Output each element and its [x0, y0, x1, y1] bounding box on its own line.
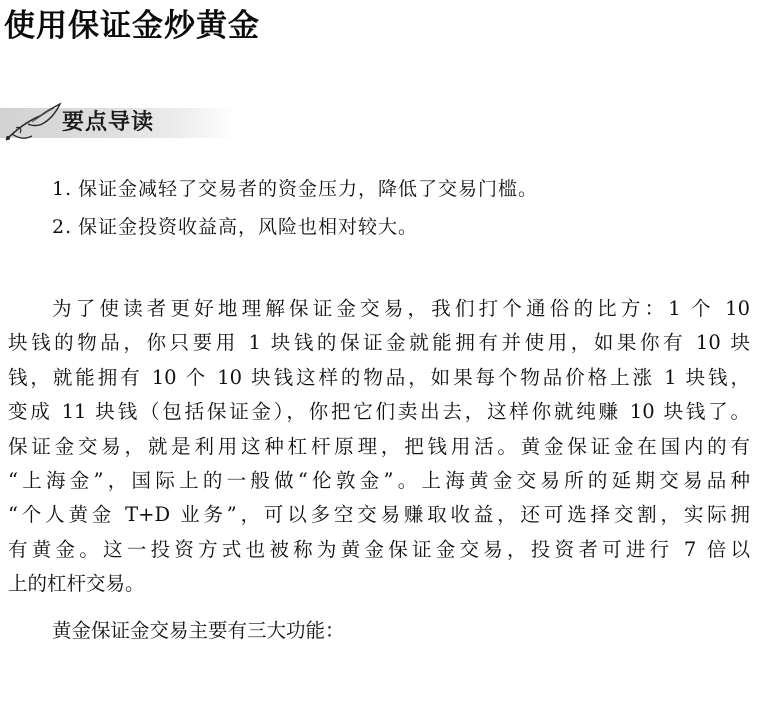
paragraph-line: 块钱的物品，你只要用 1 块钱的保证金就能拥有并使用，如果你有 10 块: [8, 331, 750, 355]
paragraph: [8, 292, 750, 602]
key-point-item: [52, 170, 538, 208]
key-point-item: [52, 208, 538, 246]
section-label: 要点导读: [62, 110, 155, 135]
body-text: [8, 292, 750, 648]
paragraph-line: 有黄金。这一投资方式也被称为黄金保证金交易，投资者可进行 7 倍以: [8, 537, 750, 561]
paragraph-line: 保证金交易，就是利用这种杠杆原理，把钱用活。黄金保证金在国内的有: [8, 434, 750, 458]
key-point-number: 2.: [52, 216, 73, 238]
key-point-number: 1.: [52, 178, 73, 200]
paragraph-line: 上的杠杆交易。: [8, 572, 145, 596]
key-point-text: 保证金投资收益高，风险也相对较大。: [78, 216, 419, 238]
paragraph-line: 变成 11 块钱（包括保证金），你把它们卖出去，这样你就纯赚 10 块钱了。: [8, 400, 750, 424]
pen-quill-icon: [2, 100, 62, 144]
paragraph-line: “个人黄金 T+D 业务”，可以多空交易赚取收益，还可选择交割，实际拥: [8, 503, 750, 527]
paragraph-line: 为了使读者更好地理解保证金交易，我们打个通俗的比方：1 个 10: [52, 297, 750, 320]
key-point-text: 保证金减轻了交易者的资金压力，降低了交易门槛。: [78, 178, 539, 200]
section-heading: [0, 100, 240, 144]
page-title: 使用保证金炒黄金: [4, 8, 260, 44]
paragraph-line: “上海金”，国际上的一般做“伦敦金”。上海黄金交易所的延期交易品种: [8, 468, 750, 492]
paragraph: 黄金保证金交易主要有三大功能：: [52, 618, 345, 642]
key-points-list: [52, 170, 538, 246]
paragraph-line: 钱，就能拥有 10 个 10 块钱这样的物品，如果每个物品价格上涨 1 块钱，: [8, 365, 750, 389]
